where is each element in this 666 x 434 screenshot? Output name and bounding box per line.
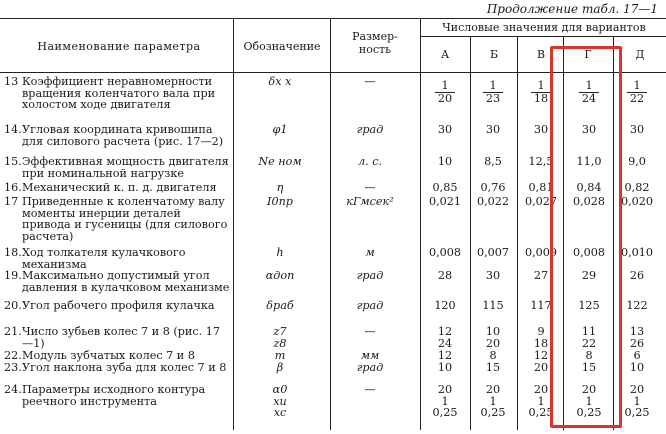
value-cell: 6 <box>633 349 641 362</box>
row-number: 20. <box>4 299 22 312</box>
value-cell: 122 <box>626 299 648 312</box>
value-cell: 13 26 <box>629 325 645 350</box>
row-number: 13 <box>4 75 19 88</box>
value-cell: 12 24 <box>437 325 453 350</box>
value-cell: 125 <box>578 299 600 312</box>
row-number: 15. <box>4 155 22 168</box>
value-cell: 20 1 0,25 <box>432 383 458 420</box>
fraction-numerator: 1 <box>435 80 454 93</box>
value-cell: 30 <box>485 269 501 282</box>
value-cell: 115 <box>482 299 504 312</box>
param-name: Приведенные к коленчатому валу моменты инерции деталей привода и гусеницы (для силового расчета) <box>22 195 228 243</box>
param-symbol: φ1 <box>272 123 288 136</box>
value-cell: 0,76 <box>480 181 506 194</box>
value-cell: 0,84 <box>576 181 602 194</box>
value-cell: 0,027 <box>524 195 558 208</box>
value-cell: 0,007 <box>476 246 510 259</box>
param-symbol: δраб <box>266 299 294 312</box>
value-cell: 0,82 <box>624 181 650 194</box>
header-dimension: Размер- ность <box>352 30 398 56</box>
param-name: Угол наклона зуба для колес 7 и 8 <box>22 361 227 374</box>
value-cell: 9,0 <box>628 155 646 168</box>
header-variant-b: Б <box>489 48 499 61</box>
param-symbol: α0 xи xс <box>272 383 288 420</box>
header-values-group: Числовые значения для вариантов <box>442 21 646 34</box>
value-cell: 8,5 <box>484 155 502 168</box>
value-cell: 10 <box>629 361 645 374</box>
continuation-note: Продолжение табл. 17—1 <box>486 2 658 16</box>
param-symbol: z7 z8 <box>273 325 287 350</box>
param-symbol: h <box>276 246 284 259</box>
param-name: Коэффициент неравномерности вращения коленчатого вала при холостом ходе двигателя <box>22 75 216 112</box>
value-cell: 0,022 <box>476 195 510 208</box>
value-cell: 10 <box>437 155 453 168</box>
param-symbol: η <box>276 181 284 194</box>
row-number: 14. <box>4 123 22 136</box>
value-cell: 26 <box>629 269 645 282</box>
param-unit: град <box>356 123 384 136</box>
param-symbol: δх х <box>268 75 292 88</box>
highlight-frame-variant-g <box>550 46 622 428</box>
value-cell: 30 <box>581 123 597 136</box>
value-cell: 20 1 0,25 <box>576 383 602 420</box>
value-cell: 8 <box>585 349 593 362</box>
param-name: Модуль зубчатых колес 7 и 8 <box>22 349 195 362</box>
value-cell: 12,5 <box>528 155 554 168</box>
row-number: 16. <box>4 181 22 194</box>
value-cell: 0,008 <box>572 246 606 259</box>
value-cell: 30 <box>485 123 501 136</box>
param-symbol: β <box>276 361 284 374</box>
param-unit: — <box>364 181 376 194</box>
fraction-denominator: 24 <box>581 91 597 105</box>
value-cell: 20 <box>533 361 549 374</box>
value-cell: 0,021 <box>428 195 462 208</box>
value-cell: 30 <box>629 123 645 136</box>
header-variant-a: А <box>440 48 450 61</box>
fraction-denominator: 20 <box>437 91 453 105</box>
param-name: Параметры исходного контура реечного инструмента <box>22 383 206 408</box>
param-unit: м <box>365 246 375 259</box>
param-unit: мм <box>360 349 380 362</box>
value-cell: 11,0 <box>576 155 602 168</box>
param-symbol: m <box>274 349 286 362</box>
value-cell: 120 <box>434 299 456 312</box>
row-number: 21. <box>4 325 22 338</box>
param-symbol: Nе ном <box>258 155 302 168</box>
values-group-rule <box>420 36 666 37</box>
value-cell: 0,85 <box>432 181 458 194</box>
param-name: Ход толкателя кулачкового механизма <box>22 246 186 271</box>
value-cell: 0,028 <box>572 195 606 208</box>
param-name: Угол рабочего профиля кулачка <box>22 299 215 312</box>
param-unit: — <box>364 325 376 338</box>
value-cell <box>470 80 516 104</box>
col-sep <box>420 18 421 430</box>
param-name: Число зубьев колес 7 и 8 (рис. 17—1) <box>22 325 220 350</box>
param-symbol: αдоп <box>265 269 295 282</box>
param-unit: град <box>356 299 384 312</box>
fraction-numerator: 1 <box>579 80 598 93</box>
row-number: 17 <box>4 195 19 208</box>
fraction-denominator: 23 <box>485 91 501 105</box>
header-symbol: Обозначение <box>243 40 321 53</box>
value-cell: 10 <box>437 361 453 374</box>
fraction-numerator: 1 <box>627 80 646 93</box>
value-cell <box>422 80 468 104</box>
param-name: Механический к. п. д. двигателя <box>22 181 217 194</box>
param-unit: л. с. <box>357 155 383 168</box>
value-cell: 15 <box>581 361 597 374</box>
value-cell: 12 <box>437 349 453 362</box>
value-cell: 27 <box>533 269 549 282</box>
row-number: 24. <box>4 383 22 396</box>
param-name: Угловая координата кривошипа для силового расчета (рис. 17—2) <box>22 123 224 148</box>
row-number: 19. <box>4 269 22 282</box>
value-cell: 15 <box>485 361 501 374</box>
param-name: Максимально допустимый угол давления в кулачковом механизме <box>22 269 230 294</box>
value-cell: 11 22 <box>581 325 597 350</box>
param-unit: град <box>356 269 384 282</box>
row-number: 22. <box>4 349 22 362</box>
param-unit: кГмсек² <box>346 195 394 208</box>
value-cell: 30 <box>533 123 549 136</box>
param-unit: — <box>364 75 376 88</box>
value-cell: 117 <box>530 299 552 312</box>
fraction-denominator: 22 <box>629 91 645 105</box>
value-cell: 0,81 <box>528 181 554 194</box>
value-cell: 0,009 <box>524 246 558 259</box>
value-cell: 0,020 <box>620 195 654 208</box>
header-top-rule <box>0 18 666 19</box>
value-cell: 9 18 <box>533 325 549 350</box>
value-cell: 28 <box>437 269 453 282</box>
col-sep <box>233 18 234 430</box>
value-cell: 0,010 <box>620 246 654 259</box>
fraction-denominator: 18 <box>533 91 549 105</box>
value-cell: 12 <box>533 349 549 362</box>
fraction-numerator: 1 <box>483 80 502 93</box>
row-number: 18. <box>4 246 22 259</box>
value-cell: 30 <box>437 123 453 136</box>
value-cell: 10 20 <box>485 325 501 350</box>
row-number: 23. <box>4 361 22 374</box>
param-symbol: I0пр <box>267 195 293 208</box>
param-unit: град <box>356 361 384 374</box>
value-cell: 29 <box>581 269 597 282</box>
header-variant-v: В <box>536 48 546 61</box>
fraction-numerator: 1 <box>531 80 550 93</box>
value-cell: 20 1 0,25 <box>480 383 506 420</box>
header-param: Наименование параметра <box>37 40 201 53</box>
header-variant-g: Г <box>584 48 592 61</box>
header-variant-d: Д <box>635 48 645 61</box>
value-cell: 0,008 <box>428 246 462 259</box>
value-cell: 8 <box>489 349 497 362</box>
value-cell: 20 1 0,25 <box>528 383 554 420</box>
param-unit: — <box>364 383 376 396</box>
value-cell: 20 1 0,25 <box>624 383 650 420</box>
param-name: Эффективная мощность двигателя при номинальной нагрузке <box>22 155 229 180</box>
